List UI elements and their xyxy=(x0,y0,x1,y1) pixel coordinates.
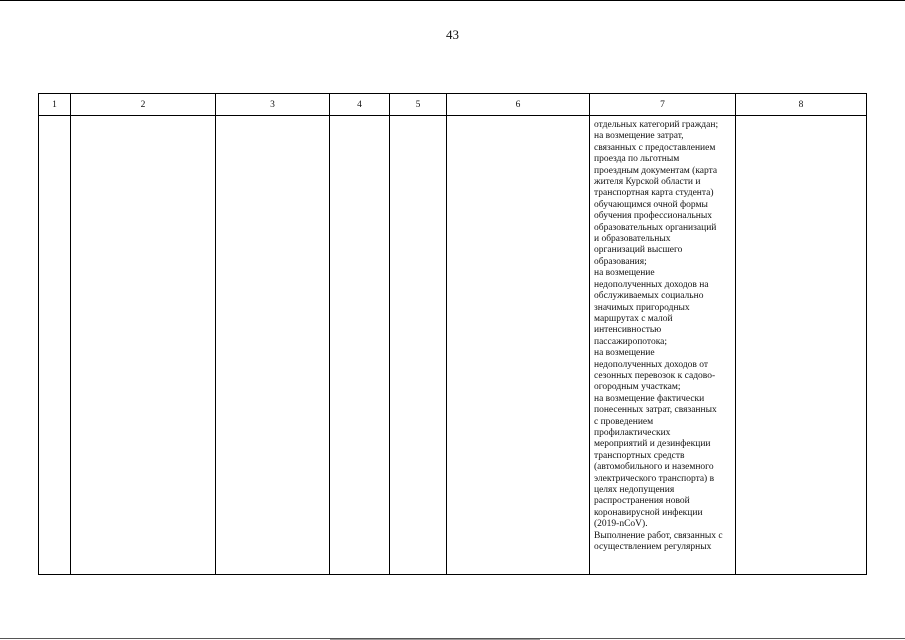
column-header-8: 8 xyxy=(736,94,867,116)
table-header-row xyxy=(39,94,867,116)
cell-col-1 xyxy=(39,116,71,575)
column-header-5: 5 xyxy=(390,94,447,116)
cell-col-7-description: отдельных категорий граждан; на возмещение затрат, связанных с предоставлением проезда по льготным проездным документам (карта жителя Курской области и транспортная карта студента) обучающимся очной формы обучения профессиональных образовательных организаций и образовательных организаций высшего образования; на возмещение недополученных доходов на обслуживаемых социально значимых пригородных маршрутах с малой интенсивностью пассажиропотока; на возмещение недополученных доходов от сезонных перевозок к садово- огородным участкам; на возмещение фактически понесенных затрат, связанных с проведением профилактических мероприятий и дезинфекции транспортных средств (автомобильного и наземного электрического транспорта) в целях недопущения распространения новой коронавирусной инфекции (2019-nCoV). Выполнение работ, связанных с осуществлением регулярных xyxy=(590,116,736,575)
cell-col-2 xyxy=(71,116,216,575)
page-number: 43 xyxy=(446,27,459,42)
cell-col-5 xyxy=(390,116,447,575)
column-header-4: 4 xyxy=(330,94,390,116)
column-header-2: 2 xyxy=(71,94,216,116)
cell-col-6 xyxy=(447,116,590,575)
column-header-1: 1 xyxy=(39,94,71,116)
top-border-line xyxy=(0,0,905,1)
cell-col-8 xyxy=(736,116,867,575)
column-header-7: 7 xyxy=(590,94,736,116)
column-header-3: 3 xyxy=(216,94,330,116)
table-row xyxy=(39,116,867,575)
cell-col-3 xyxy=(216,116,330,575)
document-table xyxy=(38,93,867,575)
column-header-6: 6 xyxy=(447,94,590,116)
cell-col-4 xyxy=(330,116,390,575)
